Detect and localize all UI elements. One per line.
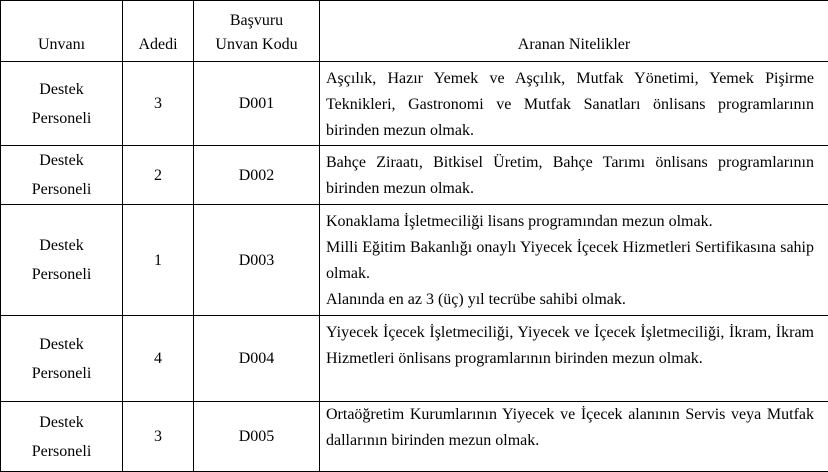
header-title: Unvanı (1, 1, 123, 62)
requirement-text: Milli Eğitim Bakanlığı onaylı Yiyecek İçecek Hizmetleri Sertifikasına sahip olmak. (326, 235, 814, 287)
cell-requirements (320, 146, 828, 205)
cell-code: D001 (194, 62, 320, 146)
table-row (1, 205, 828, 316)
cell-requirements (320, 402, 828, 472)
requirement-text: Ortaöğretim Kurumlarının Yiyecek ve İçecek alanının Servis veya Mutfak dallarının birinden mezun olmak. (326, 402, 814, 454)
requirement-text: Konaklama İşletmeciliği lisans programından mezun olmak. (326, 209, 814, 235)
title-line2: Personeli (1, 437, 122, 466)
cell-count: 3 (123, 62, 194, 146)
title-line2: Personeli (1, 175, 122, 204)
cell-code: D002 (194, 146, 320, 205)
cell-title (1, 146, 123, 205)
table-row (1, 62, 828, 146)
title-line1: Destek (1, 408, 122, 437)
cell-count: 3 (123, 402, 194, 472)
title-line1: Destek (1, 146, 122, 175)
title-line2: Personeli (1, 260, 122, 289)
cell-code: D004 (194, 316, 320, 402)
title-line1: Destek (1, 231, 122, 260)
cell-title (1, 205, 123, 316)
cell-title (1, 316, 123, 402)
header-code-line2: Unvan Kodu (194, 33, 319, 57)
cell-title (1, 62, 123, 146)
header-row (1, 1, 828, 62)
cell-title (1, 402, 123, 472)
header-code-line1: Başvuru (194, 9, 319, 33)
table-header (1, 1, 828, 62)
cell-count: 1 (123, 205, 194, 316)
table-row (1, 316, 828, 402)
cell-requirements (320, 316, 828, 402)
requirement-text: Alanında en az 3 (üç) yıl tecrübe sahibi olmak. (326, 287, 814, 313)
table-row (1, 402, 828, 472)
title-line1: Destek (1, 75, 122, 104)
header-code (194, 1, 320, 62)
title-line2: Personeli (1, 359, 122, 388)
cell-count: 2 (123, 146, 194, 205)
requirement-text: Bahçe Ziraatı, Bitkisel Üretim, Bahçe Tarımı önlisans programlarının birinden mezun olmak. (326, 150, 814, 202)
header-requirements: Aranan Nitelikler (320, 1, 828, 62)
title-line1: Destek (1, 330, 122, 359)
cell-code: D003 (194, 205, 320, 316)
header-count: Adedi (123, 1, 194, 62)
requirement-text: Aşçılık, Hazır Yemek ve Aşçılık, Mutfak Yönetimi, Yemek Pişirme Teknikleri, Gastronomi ve Mutfak Sanatları önlisans programlarının birinden mezun olmak. (326, 66, 814, 144)
table-row (1, 146, 828, 205)
cell-requirements (320, 62, 828, 146)
cell-count: 4 (123, 316, 194, 402)
requirement-text: Yiyecek İçecek İşletmeciliği, Yiyecek ve İçecek İşletmeciliği, İkram, İkram Hizmetleri önlisans programlarının birinden mezun olmak. (326, 320, 814, 372)
cell-code: D005 (194, 402, 320, 472)
cell-requirements (320, 205, 828, 316)
title-line2: Personeli (1, 104, 122, 133)
